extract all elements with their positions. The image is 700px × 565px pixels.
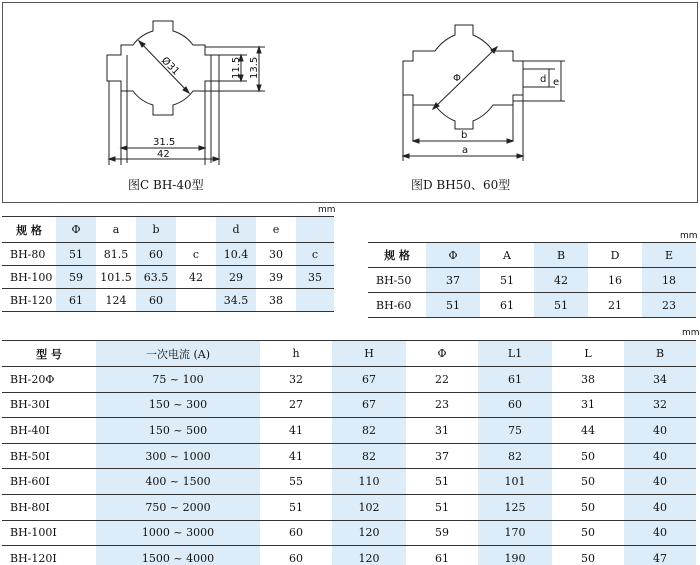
table2: [368, 242, 696, 318]
table1-cell: 81.5: [96, 243, 136, 266]
table3-cell: BH-60I: [2, 469, 96, 495]
table3-cell: 55: [260, 469, 332, 495]
table1-cell: 59: [56, 266, 96, 289]
table3-header-cell: H: [332, 341, 406, 367]
figure-c-dim-d: 11.5: [231, 56, 242, 79]
table3-cell: 40: [624, 443, 696, 469]
table2-unit: mm: [680, 231, 698, 241]
table3-cell: BH-20Φ: [2, 367, 96, 393]
table1: [2, 216, 334, 312]
table1-cell: 29: [216, 266, 256, 289]
table2-header-cell: E: [642, 243, 696, 268]
table1-cell: 124: [96, 289, 136, 312]
table3-cell: 23: [406, 392, 478, 418]
table3-header-cell: h: [260, 341, 332, 367]
table3-header-cell: L: [552, 341, 624, 367]
table3-cell: 38: [552, 367, 624, 393]
table-row: [2, 494, 696, 520]
table1-cell: 30: [256, 243, 296, 266]
table3-cell: 150 ~ 300: [96, 392, 260, 418]
table-row: [2, 289, 334, 312]
figure-d-dim-e: e: [553, 77, 560, 88]
table-row: [2, 243, 334, 266]
figure-d-caption: 图D BH50、60型: [411, 178, 511, 192]
table1-header-cell: a: [96, 217, 136, 243]
table1-cell: 42: [176, 266, 216, 289]
table1-header-cell: 规 格: [2, 217, 56, 243]
table2-cell: 51: [480, 268, 534, 293]
table1-header-cell: [296, 217, 334, 243]
table3-unit: mm: [682, 328, 700, 338]
table2-cell: 61: [480, 293, 534, 318]
table3-cell: 82: [332, 418, 406, 444]
table1-cell: 60: [136, 243, 176, 266]
table3-cell: 60: [478, 392, 552, 418]
table3-cell: 67: [332, 392, 406, 418]
figure-c-dim-e: 13.5: [249, 56, 260, 79]
table3-cell: 37: [406, 443, 478, 469]
table1-header-cell: Φ: [56, 217, 96, 243]
table-row: [2, 546, 696, 565]
table3-cell: 31: [406, 418, 478, 444]
table-row: [2, 418, 696, 444]
table-row: [2, 443, 696, 469]
table1-cell: BH-100: [2, 266, 56, 289]
table3-cell: 75 ~ 100: [96, 367, 260, 393]
table2-cell: 21: [588, 293, 642, 318]
table3-cell: 50: [552, 494, 624, 520]
table3-cell: 51: [406, 494, 478, 520]
table3-cell: 51: [260, 494, 332, 520]
table2-header-cell: D: [588, 243, 642, 268]
table2-cell: BH-60: [368, 293, 426, 318]
table3-cell: BH-30I: [2, 392, 96, 418]
table1-cell: BH-80: [2, 243, 56, 266]
table3-cell: 44: [552, 418, 624, 444]
table3-cell: 32: [624, 392, 696, 418]
figure-c-drawing: [107, 21, 265, 165]
table-row: [2, 367, 696, 393]
table1-cell: c: [176, 243, 216, 266]
table3-header-cell: B: [624, 341, 696, 367]
table3-cell: BH-120I: [2, 546, 96, 565]
table1-header-cell: e: [256, 217, 296, 243]
table1-header-row: [2, 217, 334, 243]
table3-cell: 40: [624, 418, 696, 444]
table-row: [368, 268, 696, 293]
table3-cell: 59: [406, 520, 478, 546]
table1-cell: 51: [56, 243, 96, 266]
table2-cell: 37: [426, 268, 480, 293]
figure-c-dim-a: 31.5: [153, 137, 176, 148]
figure-c-dim-b: 42: [157, 149, 170, 160]
table3-cell: 47: [624, 546, 696, 565]
table1-cell: c: [296, 243, 334, 266]
table3-cell: 31: [552, 392, 624, 418]
table2-cell: 16: [588, 268, 642, 293]
table3-header-row: [2, 341, 696, 367]
table3-cell: 67: [332, 367, 406, 393]
table3-cell: 120: [332, 520, 406, 546]
table3-header-cell: Φ: [406, 341, 478, 367]
table3-cell: BH-100I: [2, 520, 96, 546]
table2-cell: 23: [642, 293, 696, 318]
figure-d-dim-d: d: [540, 74, 547, 85]
table2-cell: 51: [534, 293, 588, 318]
table3-cell: 75: [478, 418, 552, 444]
table3-cell: 50: [552, 443, 624, 469]
table2-header-cell: B: [534, 243, 588, 268]
table1-header-cell: d: [216, 217, 256, 243]
table1-cell: 35: [296, 266, 334, 289]
table1-unit: mm: [318, 205, 336, 215]
table3-cell: 1500 ~ 4000: [96, 546, 260, 565]
table3-cell: 50: [552, 546, 624, 565]
figure-d-dim-a: a: [462, 145, 469, 156]
figure-d-dim-b: b: [461, 130, 468, 141]
figure-c-caption: 图C BH-40型: [128, 178, 204, 192]
table3-cell: 22: [406, 367, 478, 393]
table3-cell: 120: [332, 546, 406, 565]
table3-cell: 40: [624, 469, 696, 495]
diagram-panel: [2, 2, 698, 203]
table1-cell: [176, 289, 216, 312]
table3-cell: 101: [478, 469, 552, 495]
table2-header-cell: Φ: [426, 243, 480, 268]
table2-cell: 42: [534, 268, 588, 293]
table3-cell: 1000 ~ 3000: [96, 520, 260, 546]
table-row: [2, 392, 696, 418]
table3-cell: 41: [260, 443, 332, 469]
table3-cell: 40: [624, 494, 696, 520]
table3-cell: 61: [406, 546, 478, 565]
table3-cell: BH-50I: [2, 443, 96, 469]
table3-header-cell: 型 号: [2, 341, 96, 367]
table-row: [2, 520, 696, 546]
table3-cell: 170: [478, 520, 552, 546]
table1-cell: BH-120: [2, 289, 56, 312]
table3-cell: 150 ~ 500: [96, 418, 260, 444]
table1-cell: [296, 289, 334, 312]
table2-cell: 18: [642, 268, 696, 293]
table3-cell: 400 ~ 1500: [96, 469, 260, 495]
table3-cell: 102: [332, 494, 406, 520]
table-row: [368, 293, 696, 318]
table3-cell: 125: [478, 494, 552, 520]
table2-header-cell: 规 格: [368, 243, 426, 268]
table1-cell: 39: [256, 266, 296, 289]
table-row: [2, 469, 696, 495]
table1-header-cell: [176, 217, 216, 243]
table3-cell: 50: [552, 469, 624, 495]
table3-cell: 110: [332, 469, 406, 495]
figure-c-diameter-label: Ø31: [158, 55, 182, 78]
table1-cell: 61: [56, 289, 96, 312]
table3-cell: 40: [624, 520, 696, 546]
figure-d-drawing: [403, 25, 565, 161]
table1-cell: 60: [136, 289, 176, 312]
table3-cell: 41: [260, 418, 332, 444]
table2-header-cell: A: [480, 243, 534, 268]
table2-header-row: [368, 243, 696, 268]
figure-d-diameter-label: Φ: [453, 73, 461, 84]
table3-header-cell: L1: [478, 341, 552, 367]
dimension-drawings: [3, 3, 699, 204]
table3-cell: 50: [552, 520, 624, 546]
table3-cell: 34: [624, 367, 696, 393]
table3-header-cell: 一次电流 (A): [96, 341, 260, 367]
table3-cell: 51: [406, 469, 478, 495]
table1-cell: 10.4: [216, 243, 256, 266]
table3-cell: 300 ~ 1000: [96, 443, 260, 469]
table2-cell: 51: [426, 293, 480, 318]
table3-cell: BH-80I: [2, 494, 96, 520]
table3: [2, 340, 696, 565]
table1-cell: 63.5: [136, 266, 176, 289]
table3-cell: 82: [478, 443, 552, 469]
table3-cell: 61: [478, 367, 552, 393]
table3-cell: 27: [260, 392, 332, 418]
table2-cell: BH-50: [368, 268, 426, 293]
table1-cell: 38: [256, 289, 296, 312]
table3-cell: 82: [332, 443, 406, 469]
table3-cell: 190: [478, 546, 552, 565]
table3-cell: 60: [260, 520, 332, 546]
table3-cell: 750 ~ 2000: [96, 494, 260, 520]
table1-cell: 101.5: [96, 266, 136, 289]
table3-cell: 60: [260, 546, 332, 565]
table3-cell: 32: [260, 367, 332, 393]
table1-header-cell: b: [136, 217, 176, 243]
table1-cell: 34.5: [216, 289, 256, 312]
table3-cell: BH-40I: [2, 418, 96, 444]
table-row: [2, 266, 334, 289]
